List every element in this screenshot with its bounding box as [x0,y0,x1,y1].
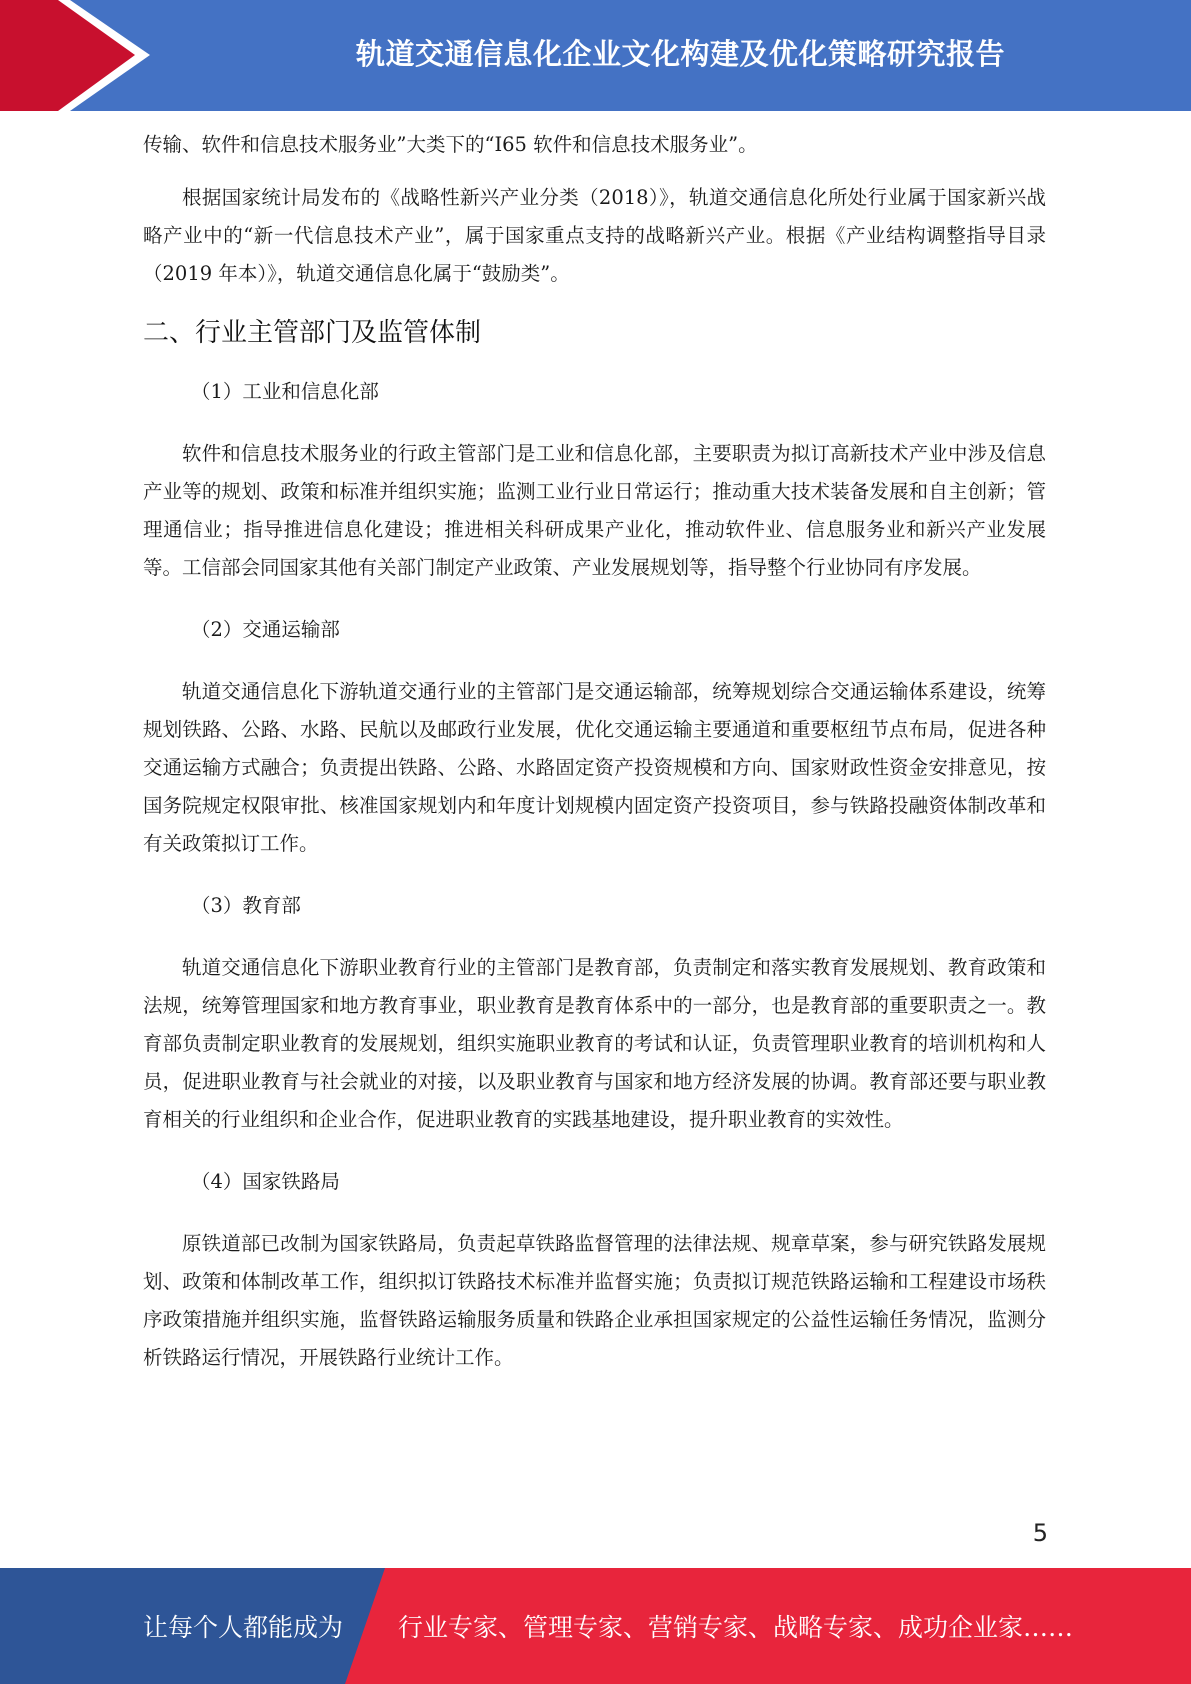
section-title: 二、行业主管部门及监管体制 [143,318,482,348]
subheading-railway: （4）国家铁路局 [191,1170,340,1193]
footer-slogan-left: 让每个人都能成为 [143,1613,344,1642]
paragraph-railway: 原铁道部已改制为国家铁路局，负责起草铁路监督管理的法律法规、规章草案，参与研究铁路发展规划、政策和体制改革工作，组织拟订铁路技术标准并监督实施；负责拟订规范铁路运输和工程建设市场秩序政策措施并组织实施，监督铁路运输服务质量和铁路企业承担国家规定的公益性运输任务情况，监测分析铁路运行情况，开展铁路行业统计工作。 [143,1232,1046,1369]
page-content [143,126,1046,1377]
paragraph-education: 轨道交通信息化下游职业教育行业的主管部门是教育部，负责制定和落实教育发展规划、教育政策和法规，统筹管理国家和地方教育事业，职业教育是教育体系中的一部分，也是教育部的重要职责之一。教育部负责制定职业教育的发展规划，组织实施职业教育的考试和认证，负责管理职业教育的培训机构和人员，促进职业教育与社会就业的对接，以及职业教育与国家和地方经济发展的协调。教育部还要与职业教育相关的行业组织和企业合作，促进职业教育的实践基地建设，提升职业教育的实效性。 [143,956,1046,1131]
footer-slogan-right: 行业专家、管理专家、营销专家、战略专家、成功企业家…… [398,1613,1074,1642]
strategy-paragraph: 根据国家统计局发布的《战略性新兴产业分类（2018）》，轨道交通信息化所处行业属于国家新兴战略产业中的“新一代信息技术产业”，属于国家重点支持的战略新兴产业。根据《产业结构调整指导目录（2019 年本）》，轨道交通信息化属于“鼓励类”。 [143,186,1046,285]
subheading-education: （3）教育部 [191,894,301,917]
page-number: 5 [1032,1519,1048,1547]
subheading-miit: （1）工业和信息化部 [191,380,379,403]
paragraph-transport: 轨道交通信息化下游轨道交通行业的主管部门是交通运输部，统筹规划综合交通运输体系建设，统筹规划铁路、公路、水路、民航以及邮政行业发展，优化交通运输主要通道和重要枢纽节点布局，促进各种交通运输方式融合；负责提出铁路、公路、水路固定资产投资规模和方向、国家财政性资金安排意见，按国务院规定权限审批、核准国家规划内和年度计划规模内固定资产投资项目，参与铁路投融资体制改革和有关政策拟订工作。 [143,680,1046,855]
page-footer [0,1568,1191,1684]
page-header [0,0,1191,111]
report-title: 轨道交通信息化企业文化构建及优化策略研究报告 [355,36,1005,71]
subheading-transport: （2）交通运输部 [191,618,340,641]
intro-paragraph: 传输、软件和信息技术服务业”大类下的“I65 软件和信息技术服务业”。 [143,133,758,156]
paragraph-miit: 软件和信息技术服务业的行政主管部门是工业和信息化部，主要职责为拟订高新技术产业中涉及信息产业等的规划、政策和标准并组织实施；监测工业行业日常运行；推动重大技术装备发展和自主创新；管理通信业；指导推进信息化建设；推进相关科研成果产业化，推动软件业、信息服务业和新兴产业发展等。工信部会同国家其他有关部门制定产业政策、产业发展规划等，指导整个行业协同有序发展。 [143,442,1046,579]
